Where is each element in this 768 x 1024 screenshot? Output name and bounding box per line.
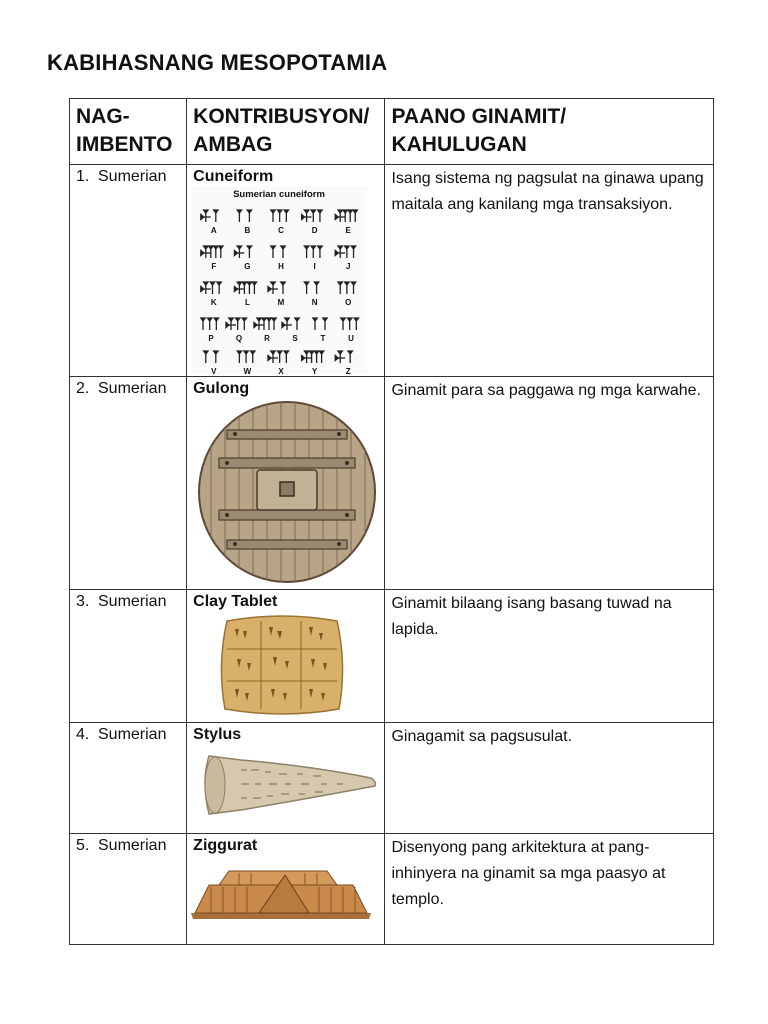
cuneiform-letter-label: U: [348, 334, 355, 343]
wooden-wheel-image: [197, 400, 377, 584]
row-number: 3.: [76, 593, 90, 610]
cuneiform-glyph: [305, 246, 323, 258]
contribution-title: Cuneiform: [193, 168, 274, 185]
inventor-cell: [70, 165, 187, 377]
clay-tablet-image: [217, 613, 347, 717]
contribution-title: Stylus: [193, 726, 242, 743]
contribution-title: Gulong: [193, 380, 250, 397]
row-number: 5.: [76, 837, 90, 854]
stylus-image: [201, 748, 377, 820]
cuneiform-letter-label: X: [278, 367, 284, 374]
inventor-name: Sumerian: [98, 168, 167, 185]
header-contribution-line1: KONTRIBUSYON/: [193, 105, 370, 128]
page-title: KABIHASNANG MESOPOTAMIA: [47, 50, 388, 75]
contribution-cell: [187, 723, 385, 834]
cuneiform-chart-title: Sumerian cuneiform: [233, 189, 326, 200]
cuneiform-letter-label: M: [277, 298, 285, 307]
cuneiform-letter-label: K: [211, 298, 217, 307]
cuneiform-letter-label: O: [345, 298, 352, 307]
usage-description: Ginamit para sa paggawa ng mga karwahe.: [391, 382, 701, 399]
contributions-table: [69, 98, 714, 945]
cuneiform-letter-label: H: [278, 262, 285, 271]
inventor-name: Sumerian: [98, 837, 167, 854]
usage-cell: [385, 590, 714, 723]
header-contribution: [187, 99, 385, 165]
cuneiform-letter-label: N: [311, 298, 318, 307]
table-row: [70, 590, 714, 723]
inventor-cell: [70, 377, 187, 590]
header-inventor: [70, 99, 187, 165]
cuneiform-letter-label: W: [243, 367, 252, 374]
cuneiform-letter-label: Z: [345, 367, 351, 374]
cuneiform-glyph: [338, 282, 356, 294]
cuneiform-letter-label: L: [245, 298, 251, 307]
cuneiform-letter-label: P: [208, 334, 214, 343]
row-number: 2.: [76, 380, 90, 397]
contribution-cell: [187, 590, 385, 723]
header-contribution-line2: AMBAG: [193, 133, 273, 156]
usage-cell: [385, 723, 714, 834]
usage-description: Ginamit bilaang isang basang tuwad na lapida.: [391, 595, 672, 638]
cuneiform-letter-label: R: [264, 334, 271, 343]
header-usage-line1: PAANO GINAMIT/: [391, 105, 567, 128]
contribution-cell: [187, 377, 385, 590]
header-inventor-line1: NAG-: [76, 105, 130, 128]
cuneiform-glyph: [341, 318, 359, 330]
table-row: [70, 377, 714, 590]
usage-description: Isang sistema ng pagsulat na ginawa upang maitala ang kanilang mga transaksiyon.: [391, 170, 704, 213]
cuneiform-letter-label: Q: [236, 334, 243, 343]
cuneiform-glyph: [237, 351, 255, 363]
cuneiform-letter-label: I: [313, 262, 316, 271]
cuneiform-chart-image: [191, 186, 367, 374]
header-inventor-line2: IMBENTO: [76, 133, 173, 156]
usage-cell: [385, 377, 714, 590]
cuneiform-letter-label: Y: [312, 367, 318, 374]
inventor-cell: [70, 723, 187, 834]
contribution-title: Clay Tablet: [193, 593, 278, 610]
cuneiform-letter-label: J: [346, 262, 351, 271]
usage-cell: [385, 834, 714, 945]
contribution-title: Ziggurat: [193, 837, 258, 854]
contribution-cell: [187, 834, 385, 945]
cuneiform-glyph: [271, 210, 289, 222]
inventor-name: Sumerian: [98, 726, 167, 743]
cuneiform-letter-label: S: [292, 334, 298, 343]
header-usage: [385, 99, 714, 165]
cuneiform-letter-label: B: [244, 226, 251, 235]
cuneiform-letter-label: V: [211, 367, 217, 374]
usage-description: Ginagamit sa pagsusulat.: [391, 728, 573, 745]
cuneiform-letter-label: T: [320, 334, 326, 343]
cuneiform-letter-label: G: [244, 262, 251, 271]
ziggurat-image: [189, 863, 373, 923]
table-row: [70, 723, 714, 834]
table-header-row: [70, 99, 714, 165]
row-number: 1.: [76, 168, 90, 185]
usage-cell: [385, 165, 714, 377]
cuneiform-letter-label: C: [278, 226, 285, 235]
cuneiform-letter-label: F: [211, 262, 217, 271]
contribution-cell: [187, 165, 385, 377]
header-usage-line2: KAHULUGAN: [391, 133, 527, 156]
cuneiform-glyph: [201, 318, 219, 330]
inventor-cell: [70, 834, 187, 945]
inventor-name: Sumerian: [98, 593, 167, 610]
cuneiform-letter-label: E: [345, 226, 352, 235]
usage-description: Disenyong pang arkitektura at pang-inhinyera na ginamit sa mga paasyo at templo.: [391, 839, 666, 908]
table-row: [70, 165, 714, 377]
inventor-cell: [70, 590, 187, 723]
cuneiform-letter-label: D: [311, 226, 318, 235]
row-number: 4.: [76, 726, 90, 743]
inventor-name: Sumerian: [98, 380, 167, 397]
cuneiform-letter-label: A: [211, 226, 217, 235]
table-row: [70, 834, 714, 945]
